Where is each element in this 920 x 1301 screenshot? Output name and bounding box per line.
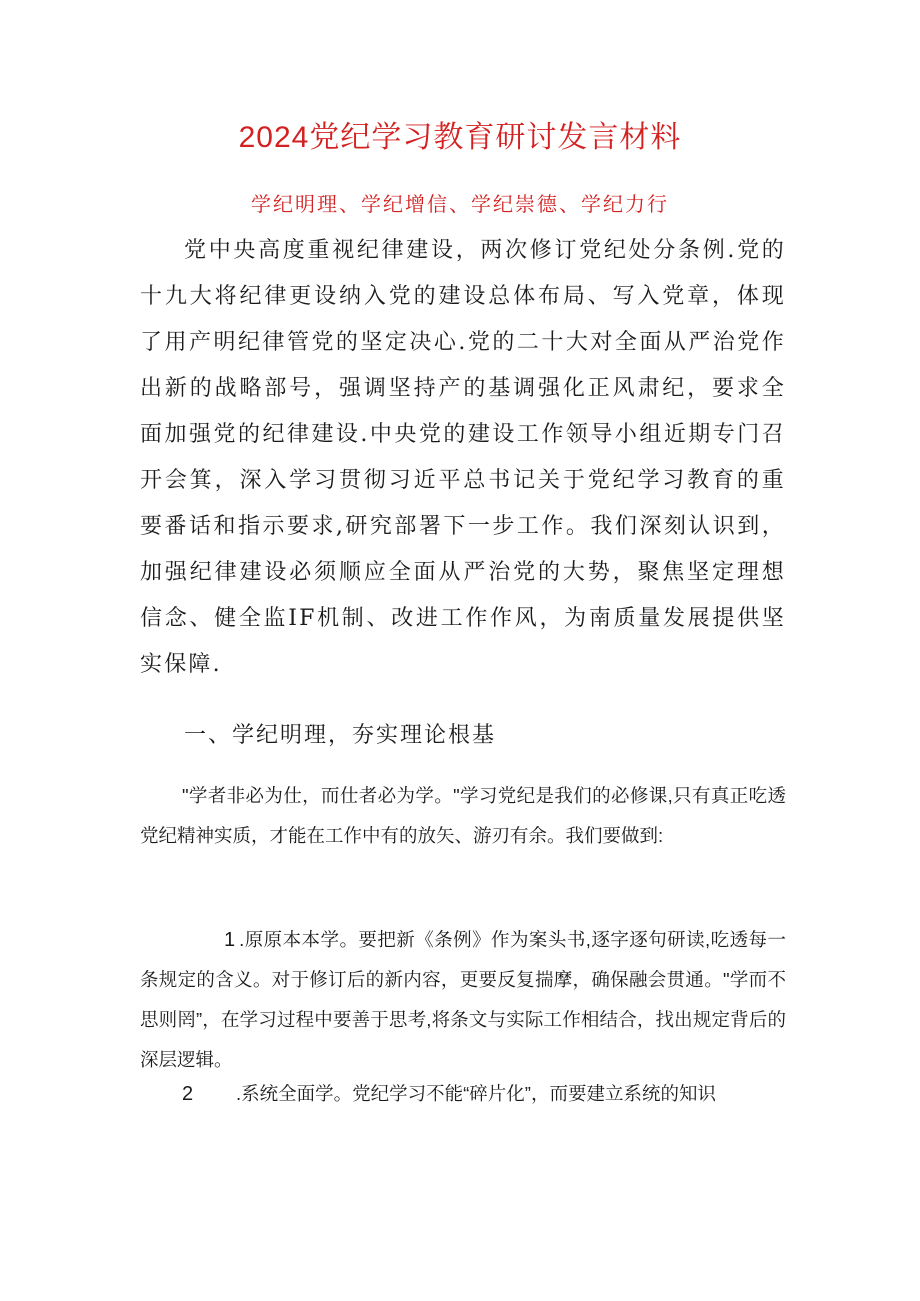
- document-title: 2024党纪学习教育研讨发言材料: [238, 121, 682, 154]
- list-item-1-text: .原原本本学。要把新《条例》作为案头书,逐字逐句研读,吃透每一条规定的含义。对于修订后的新内容，更要反复揣摩，确保融会贯通。"学而不思则罔”，在学习过程中要善于思考,将条文与实际工作相结合，找出规定背后的深层逻辑。: [140, 929, 786, 1070]
- list-item-2: [182, 1074, 716, 1114]
- list-item-2-number: 2: [182, 1083, 194, 1105]
- intro-paragraph: 党中央高度重视纪律建设，两次修订党纪处分条例.党的十九大将纪律更设纳入党的建设总体布局、写入党章，体现了用产明纪律管党的坚定决心.党的二十大对全面从严治党作出新的战略部号，强调坚持产的基调强化正风肃纪，要求全面加强党的纪律建设.中央党的建设工作领导小组近期专门召开会箕，深入学习贯彻习近平总书记关于党纪学习教育的重要番话和指示要求,研究部署下一步工作。我们深刻认识到，加强纪律建设必须顺应全面从严治党的大势，聚焦坚定理想信念、健全监IF机制、改进工作作风，为南质量发展提供坚实保障.: [140, 238, 786, 677]
- list-item-1: [140, 920, 786, 1080]
- document-subtitle: 学纪明理、学纪增信、学纪崇德、学纪力行: [251, 192, 669, 216]
- list-item-2-text: .系统全面学。党纪学习不能“碎片化”，而要建立系统的知识: [236, 1083, 716, 1104]
- section-heading: 一、学纪明理，夯实理论根基: [184, 723, 497, 748]
- quote-paragraph: "学者非必为仕，而仕者必为学。"学习党纪是我们的必修课,只有真正吃透党纪精神实质，才能在工作中有的放矢、游刃有余。我们要做到:: [140, 785, 786, 846]
- list-item-1-number: 1: [224, 929, 236, 951]
